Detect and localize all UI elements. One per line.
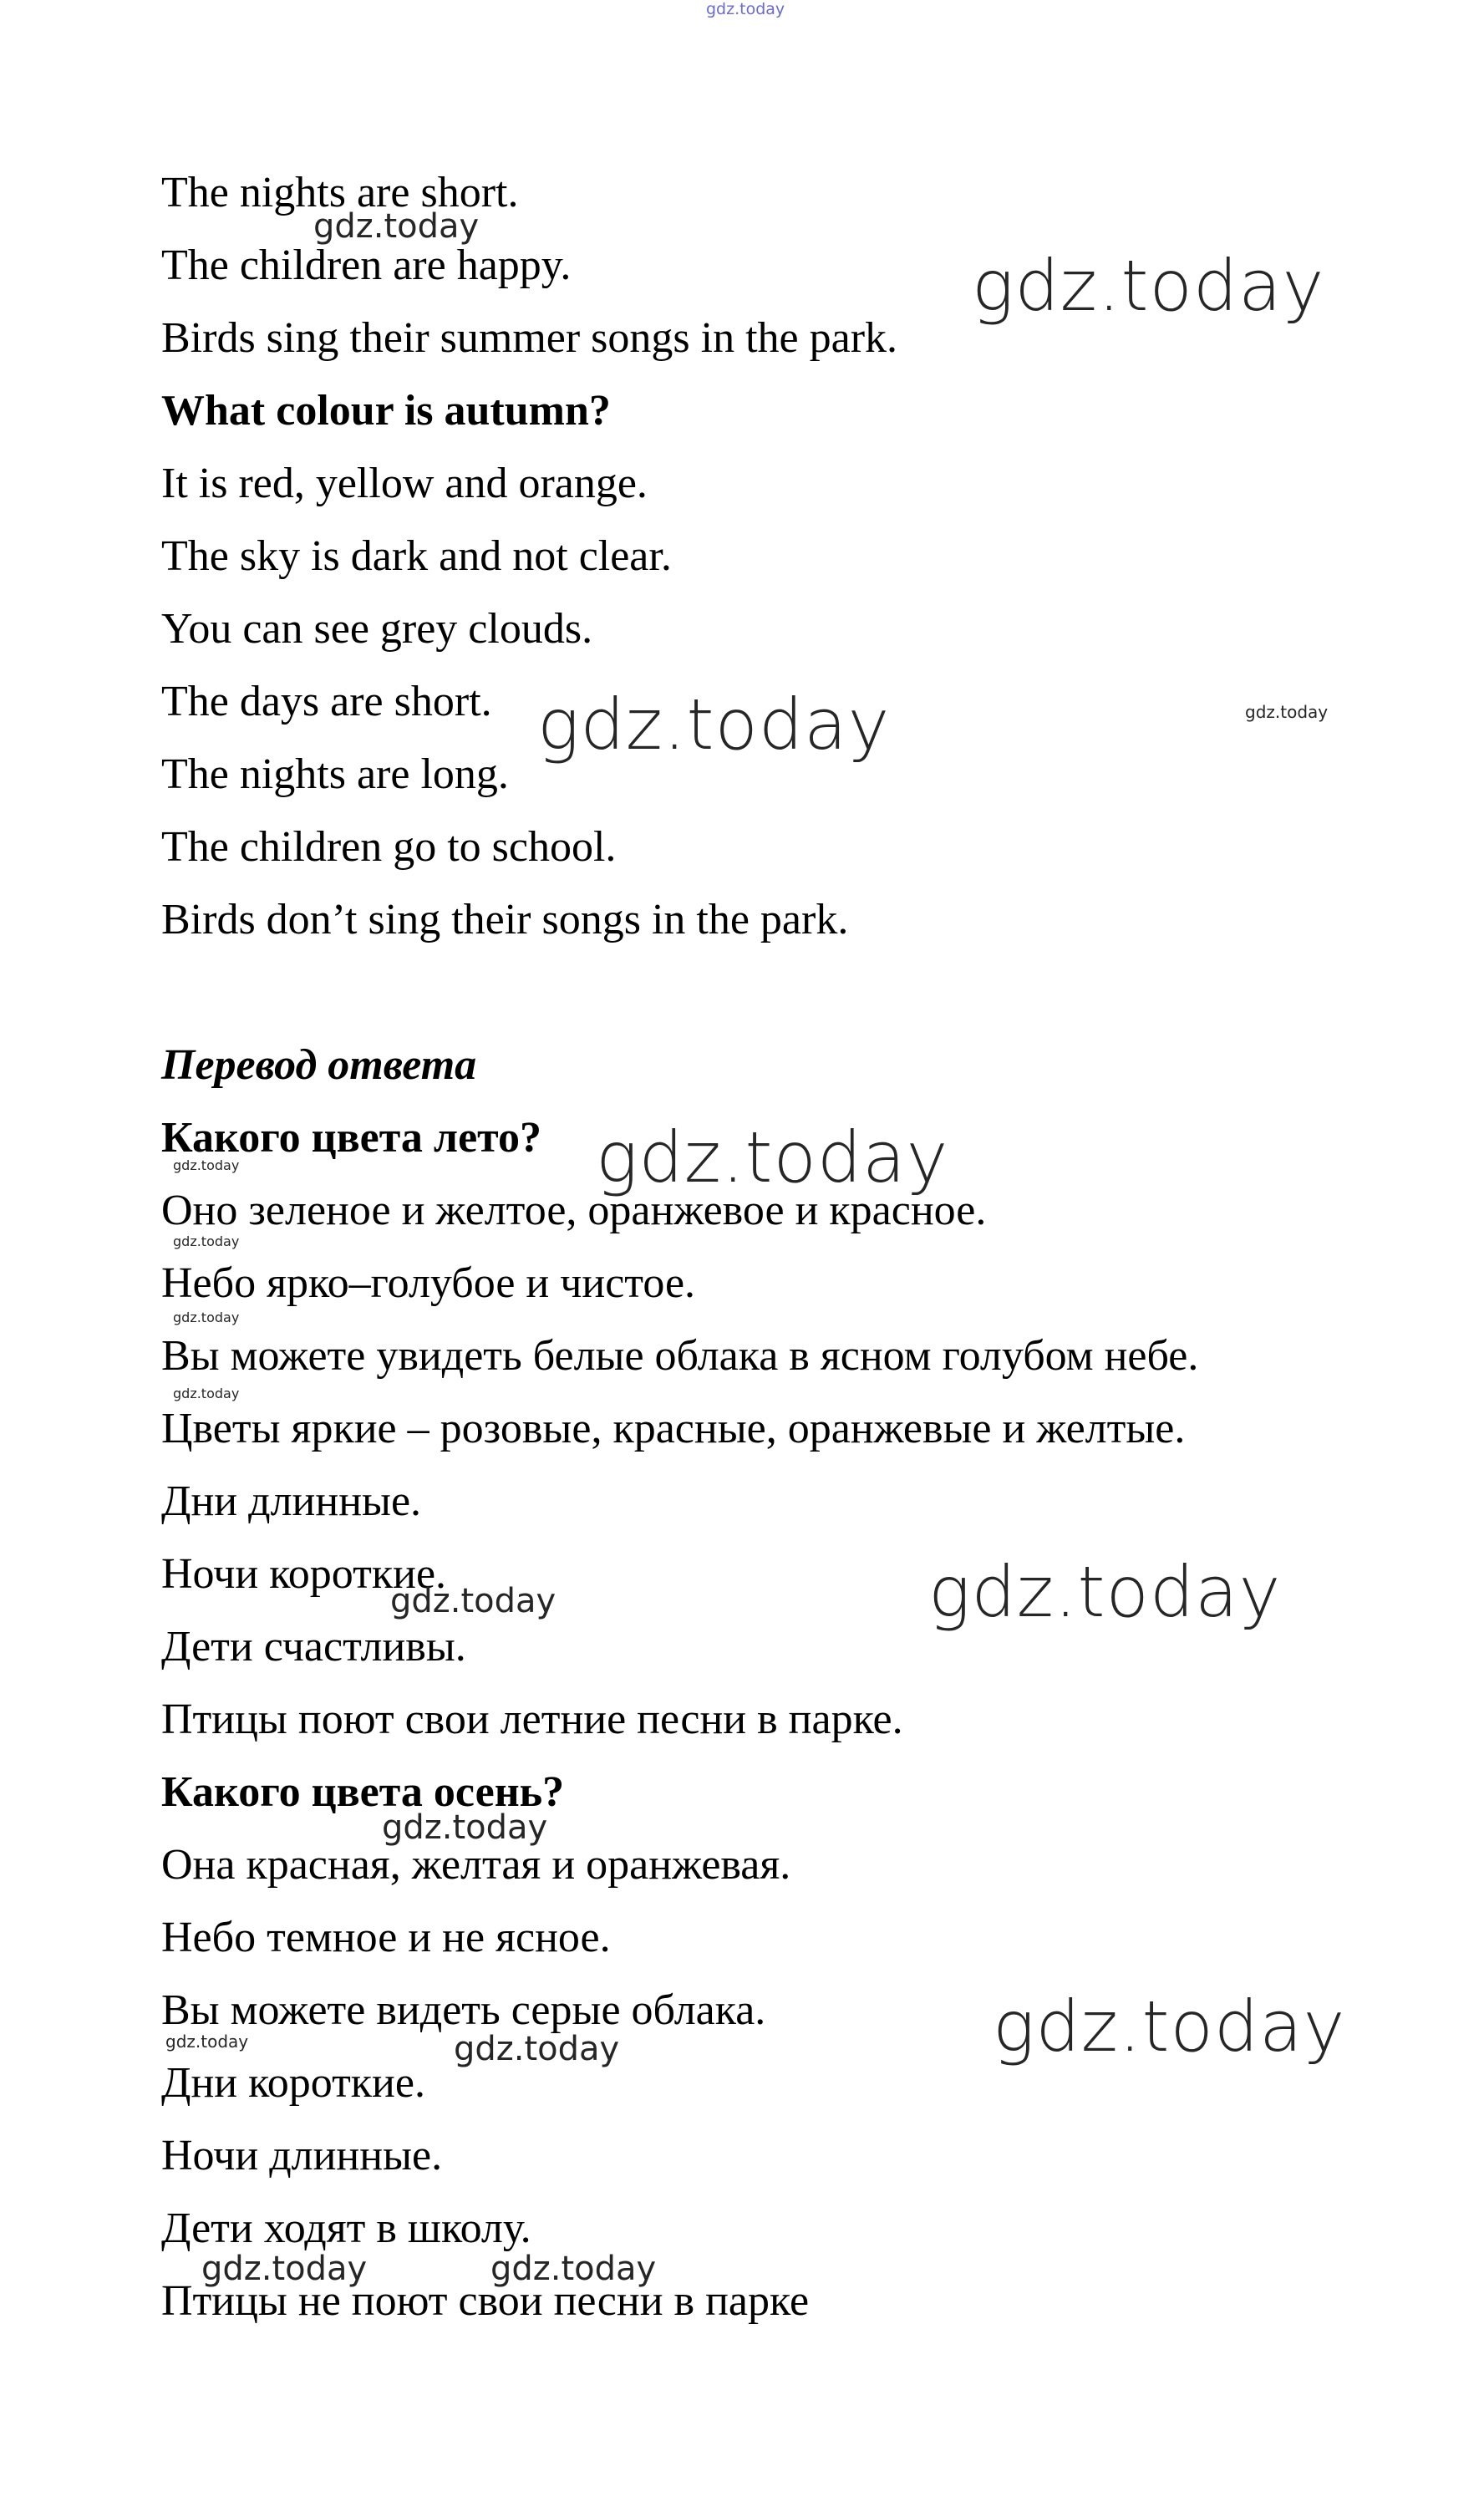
english-line: Birds don’t sing their songs in the park. — [161, 896, 849, 943]
english-line: The children are happy. — [161, 242, 572, 289]
watermark: gdz.today — [390, 1582, 556, 1620]
watermark: gdz.today — [173, 1157, 240, 1173]
russian-line: Дни длинные. — [161, 1477, 422, 1525]
russian-line: Дни короткие. — [161, 2059, 425, 2107]
english-line: You can see grey clouds. — [161, 605, 593, 653]
english-line: The sky is dark and not clear. — [161, 532, 672, 580]
watermark: gdz.today — [537, 684, 891, 765]
russian-line: Небо ярко–голубое и чистое. — [161, 1259, 696, 1307]
russian-line: Птицы не поют свои песни в парке — [161, 2277, 810, 2325]
russian-line: Небо темное и не ясное. — [161, 1914, 611, 1961]
watermark: gdz.today — [201, 2250, 368, 2288]
russian-line: Она красная, желтая и оранжевая. — [161, 1841, 791, 1889]
russian-line: Дети ходят в школу. — [161, 2205, 531, 2252]
watermark: gdz.today — [928, 1551, 1282, 1633]
russian-line: Дети счастливы. — [161, 1623, 466, 1671]
translation-heading: Перевод ответа — [161, 1041, 477, 1089]
watermark: gdz.today — [454, 2030, 620, 2068]
watermark: gdz.today — [313, 207, 480, 246]
russian-line: Цветы яркие – розовые, красные, оранжевые и желтые. — [161, 1405, 1186, 1452]
english-line: The nights are short. — [161, 169, 519, 216]
section-question-summer: Какого цвета лето? — [161, 1114, 542, 1162]
watermark: gdz.today — [382, 1808, 548, 1847]
section-question-autumn-ru: Какого цвета осень? — [161, 1768, 565, 1816]
watermark: gdz.today — [173, 1386, 240, 1401]
russian-line: Ночи короткие. — [161, 1550, 447, 1598]
section-question-autumn: What colour is autumn? — [161, 387, 611, 435]
english-line: The children go to school. — [161, 823, 617, 871]
russian-line: Вы можете видеть серые облака. — [161, 1986, 766, 2034]
english-line: Birds sing their summer songs in the park. — [161, 314, 898, 362]
watermark: gdz.today — [165, 2032, 249, 2052]
watermark: gdz.today — [972, 245, 1325, 327]
watermark: gdz.today — [596, 1116, 949, 1198]
russian-line: Птицы поют свои летние песни в парке. — [161, 1696, 903, 1743]
english-line: It is red, yellow and orange. — [161, 460, 648, 507]
watermark-top: gdz.today — [706, 0, 785, 18]
russian-line: Ночи длинные. — [161, 2132, 443, 2179]
english-line: The nights are long. — [161, 750, 509, 798]
watermark: gdz.today — [1245, 702, 1329, 722]
watermark: gdz.today — [993, 1986, 1346, 2067]
watermark: gdz.today — [490, 2250, 657, 2288]
russian-line: Оно зеленое и желтое, оранжевое и красное. — [161, 1187, 987, 1234]
english-line: The days are short. — [161, 678, 492, 725]
russian-line: Вы можете увидеть белые облака в ясном голубом небе. — [161, 1332, 1199, 1380]
watermark: gdz.today — [173, 1233, 240, 1249]
watermark: gdz.today — [173, 1309, 240, 1325]
